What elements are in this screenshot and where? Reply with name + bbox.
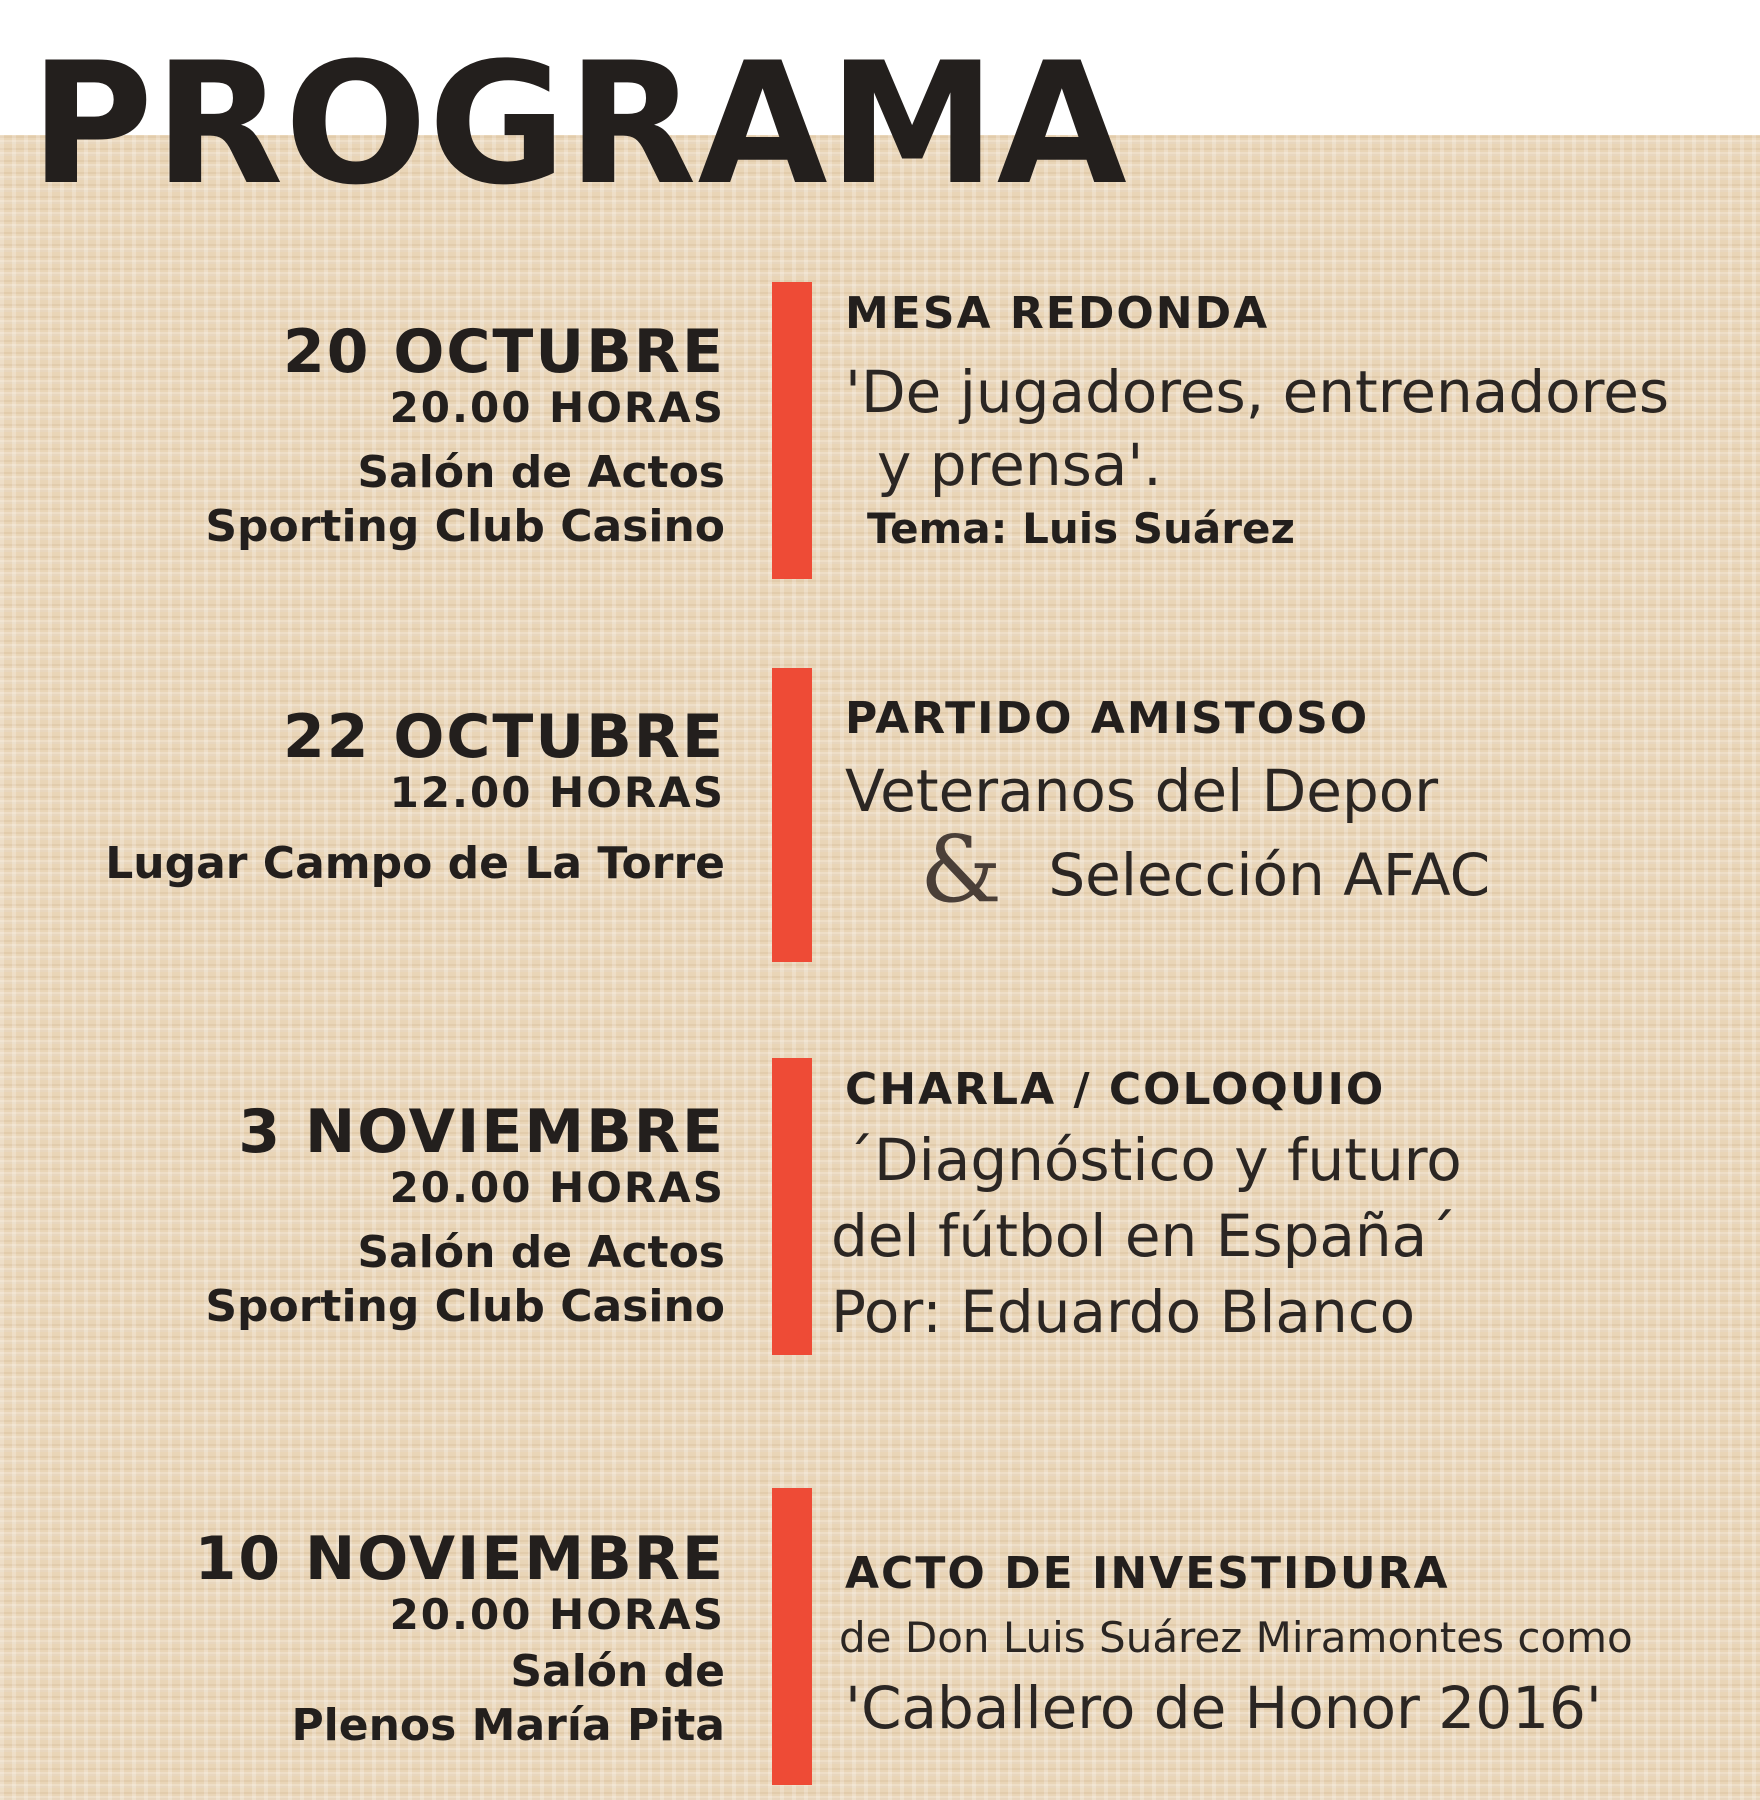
event-title: ACTO DE INVESTIDURA bbox=[845, 1548, 1450, 1599]
event-title: CHARLA / COLOQUIO bbox=[845, 1064, 1386, 1115]
event-line-1: Veteranos del Depor bbox=[845, 757, 1439, 825]
event-time: 20.00 HORAS bbox=[389, 1590, 725, 1639]
page-title: PROGRAMA bbox=[30, 26, 1128, 222]
event-venue bbox=[205, 1226, 725, 1334]
event-3-when-where bbox=[205, 1097, 725, 1334]
event-venue bbox=[195, 1645, 725, 1753]
ampersand-glyph: & bbox=[920, 816, 1002, 923]
event-time: 20.00 HORAS bbox=[389, 383, 725, 432]
event-date: 20 OCTUBRE bbox=[283, 317, 725, 387]
accent-bar bbox=[772, 1488, 812, 1785]
event-venue-line-1: Salón de bbox=[510, 1646, 725, 1697]
event-1-description bbox=[845, 288, 1669, 556]
event-venue-line-1: Salón de Actos bbox=[357, 1227, 725, 1278]
event-time: 20.00 HORAS bbox=[389, 1163, 725, 1212]
event-date: 22 OCTUBRE bbox=[283, 702, 725, 772]
event-4-description bbox=[839, 1548, 1633, 1746]
event-3-description bbox=[831, 1064, 1462, 1350]
event-line-3: Por: Eduardo Blanco bbox=[831, 1278, 1416, 1346]
event-line-2: Selección AFAC bbox=[1048, 841, 1491, 909]
event-date: 10 NOVIEMBRE bbox=[194, 1524, 725, 1594]
event-venue-line-2: Sporting Club Casino bbox=[205, 501, 725, 552]
event-line-1: de Don Luis Suárez Miramontes como bbox=[839, 1613, 1633, 1662]
event-venue-line-2: Plenos María Pita bbox=[291, 1700, 725, 1751]
event-venue-line-2: Sporting Club Casino bbox=[205, 1281, 725, 1332]
event-line-2: 'Caballero de Honor 2016' bbox=[845, 1674, 1602, 1742]
event-venue bbox=[205, 446, 725, 554]
event-line-1: ´Diagnóstico y futuro bbox=[845, 1126, 1462, 1194]
accent-bar bbox=[772, 668, 812, 962]
event-date: 3 NOVIEMBRE bbox=[238, 1097, 725, 1167]
event-venue-line-1: Lugar Campo de La Torre bbox=[105, 838, 725, 889]
event-1-when-where bbox=[205, 317, 725, 554]
event-venue bbox=[105, 837, 725, 891]
event-line-2: y prensa'. bbox=[877, 431, 1162, 499]
event-venue-line-1: Salón de Actos bbox=[357, 447, 725, 498]
event-line-2-row bbox=[845, 816, 1491, 923]
event-2-description bbox=[845, 693, 1490, 921]
accent-bar bbox=[772, 1058, 812, 1355]
accent-bar bbox=[772, 282, 812, 579]
event-line-2: del fútbol en España´ bbox=[831, 1202, 1457, 1270]
event-time: 12.00 HORAS bbox=[389, 768, 725, 817]
event-line-3: Tema: Luis Suárez bbox=[867, 504, 1295, 553]
event-4-when-where bbox=[194, 1524, 725, 1753]
event-line-1: 'De jugadores, entrenadores bbox=[845, 358, 1670, 426]
event-title: MESA REDONDA bbox=[845, 288, 1270, 339]
event-title: PARTIDO AMISTOSO bbox=[845, 693, 1370, 744]
event-2-when-where bbox=[105, 702, 725, 891]
